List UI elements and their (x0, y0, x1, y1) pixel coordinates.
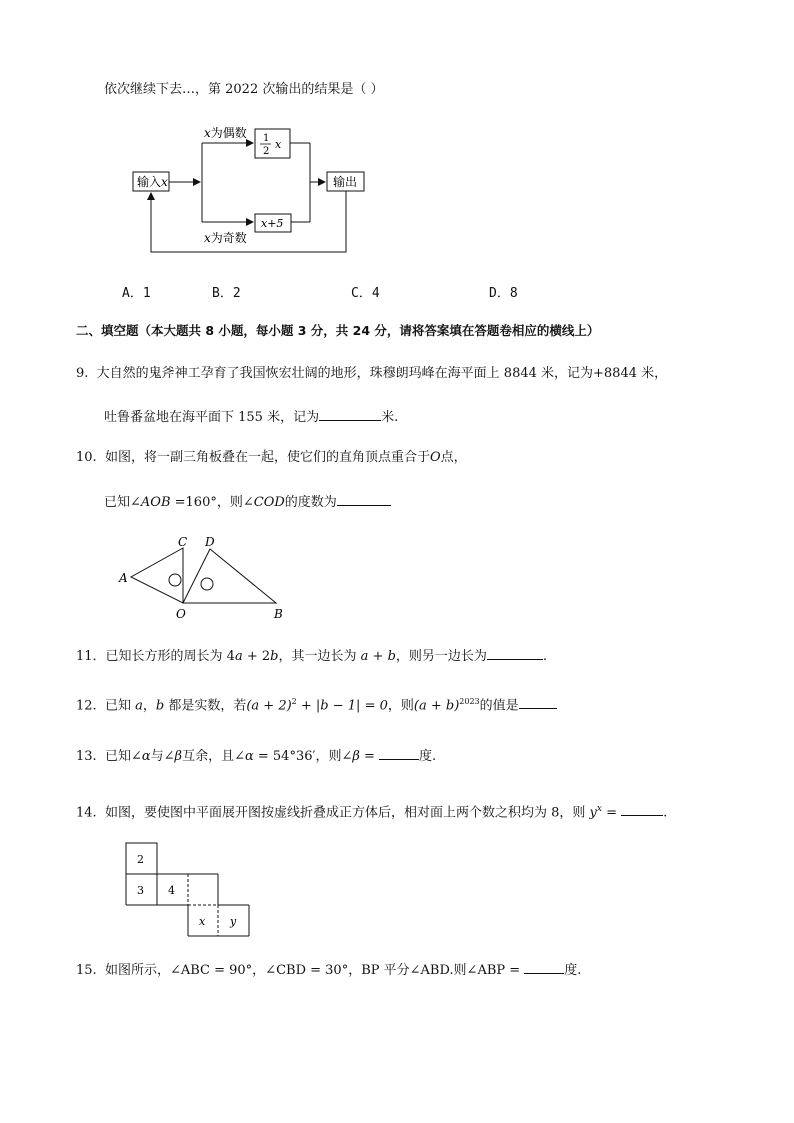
label-A: A (119, 571, 128, 585)
q9-blank[interactable] (319, 407, 381, 421)
cell-y: y (230, 915, 237, 928)
q15-line: 15. 如图所示，∠ABC = 90°，∠CBD = 30°，BP 平分∠ABD.则∠ABP = 度. (76, 960, 581, 980)
section-heading: 二、填空题（本大题共 8 小题，每小题 3 分，共 24 分，请将答案填在答题卷相应的横线上） (76, 323, 600, 338)
q12-line: 12. 已知 a，b 都是实数，若$(a + 2)^2 + |b - 1| = 0$，则$(a + b)^{2023}$的值是 (76, 693, 557, 715)
half-num: 1 (263, 133, 270, 144)
q9-line2: 吐鲁番盆地在海平面下 155 米，记为 米. (104, 407, 398, 427)
q10-blank[interactable] (337, 492, 391, 506)
q8-intro: 依次继续下去…，第 2022 次输出的结果是（ ） (104, 82, 384, 97)
q10-figure (118, 535, 283, 621)
cell-3: 3 (137, 884, 144, 897)
half-den: 2 (263, 146, 270, 157)
q9-line1: 9. 大自然的鬼斧神工孕育了我国恢宏壮阔的地形，珠穆朗玛峰在海平面上 8844 米，记为+8844 米， (76, 366, 668, 381)
odd-label: x为奇数 (204, 231, 247, 245)
q11-line: 11．已知长方形的周长为 4a + 2b，其一边长为 a + b，则另一边长为 . (76, 646, 547, 666)
q10-line1: 10. 如图，将一副三角板叠在一起，使它们的直角顶点重合于O点， (76, 450, 467, 465)
option-b: B．2 (212, 286, 241, 301)
q12-blank[interactable] (519, 695, 557, 709)
q14-blank[interactable] (621, 802, 663, 816)
option-a: A．1 (122, 286, 151, 301)
plus5-label: x+5 (261, 217, 284, 230)
input-label: 输入x (137, 175, 168, 189)
option-d: D．8 (489, 286, 518, 301)
output-label: 输出 (333, 175, 358, 189)
label-D: D (205, 535, 215, 549)
cell-x: x (199, 915, 206, 928)
q10-line2: 已知∠AOB =160°，则∠COD的度数为 (104, 492, 391, 512)
q13-line: 13. 已知∠α与∠β互余，且∠α = 54°36′，则∠β = 度. (76, 746, 436, 766)
option-c: C．4 (351, 286, 380, 301)
half-box (255, 129, 290, 158)
q13-blank[interactable] (379, 746, 419, 760)
hole-right (201, 578, 213, 590)
cell-2: 2 (137, 853, 144, 866)
cell-4: 4 (168, 884, 175, 897)
q11-blank[interactable] (487, 646, 543, 660)
hole-left (169, 574, 181, 586)
label-B: B (274, 607, 283, 621)
q15-blank[interactable] (524, 960, 564, 974)
even-label: x为偶数 (204, 126, 247, 140)
half-var: x (275, 138, 282, 151)
label-C: C (178, 535, 188, 549)
label-O: O (176, 607, 186, 621)
q14-line: 14. 如图，要使图中平面展开图按虚线折叠成正方体后，相对面上两个数之积均为 8，则 $y^x$ = . (76, 804, 668, 821)
